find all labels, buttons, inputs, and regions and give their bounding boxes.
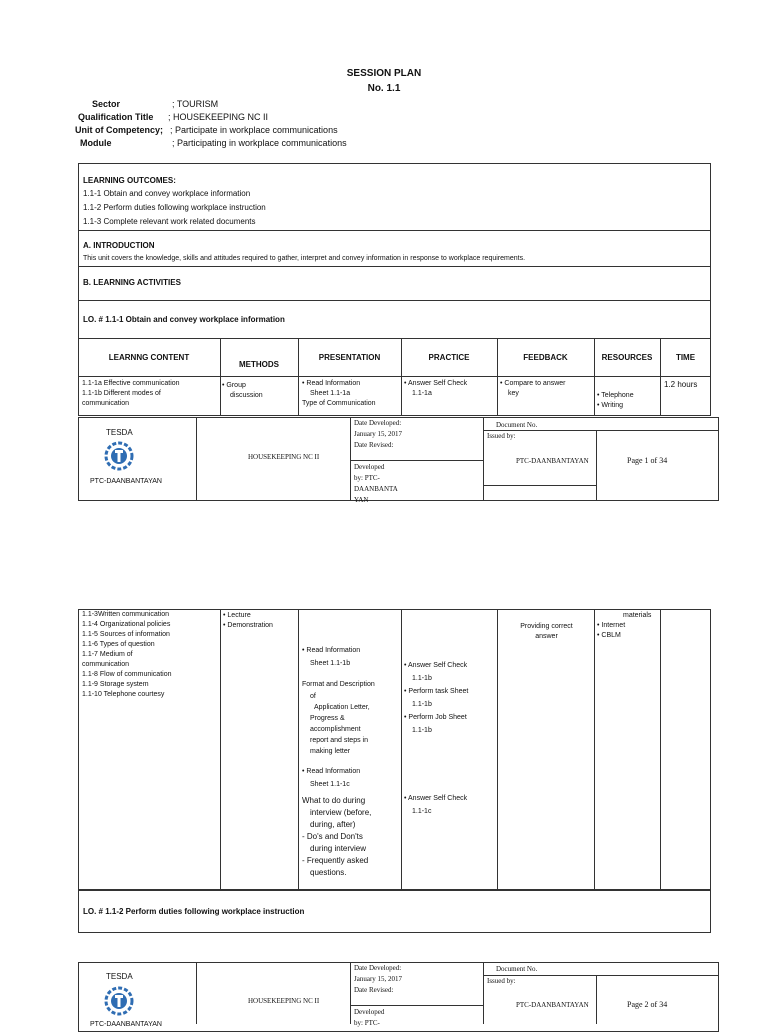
footer1-issuer: PTC-DAANBANTAYAN: [516, 457, 589, 465]
meta-uoc-value: ; Participate in workplace communications: [170, 125, 338, 135]
footer1-by-val3: YAN: [354, 496, 369, 504]
row2-presentation: • Read Information Sheet 1.1-1b Format and Description of Application Letter, Progress & accomplishment report and steps in making letter • Read Information Sheet 1.1-1c What to do during interview (before, during, after) - Do's and Don'ts during interview - Frequently asked questions.: [302, 647, 375, 877]
lo1-heading: LO. # 1.1-1 Obtain and convey workplace information: [83, 315, 285, 324]
footer2-page: Page 2 of 34: [627, 1000, 668, 1009]
row1-content: 1.1-1a Effective communication 1.1-1b Different modes of communication: [82, 380, 180, 407]
meta-module-value: ; Participating in workplace communications: [172, 138, 347, 148]
footer1-org: TESDA: [106, 428, 133, 437]
footer2-rev-label: Date Revised:: [354, 986, 394, 994]
row2-practice: • Answer Self Check 1.1-1b • Perform task Sheet 1.1-1b • Perform Job Sheet 1.1-1b • Answer Self Check 1.1-1c: [404, 662, 469, 815]
row1-practice: • Answer Self Check 1.1-1a: [404, 380, 468, 397]
intro-heading: A. INTRODUCTION: [83, 241, 155, 250]
meta-sector-value: ; TOURISM: [172, 99, 219, 109]
row1-methods: • Group discussion: [222, 382, 263, 399]
footer2-doc-no: Document No.: [496, 965, 538, 973]
document-title: SESSION PLAN: [346, 68, 422, 79]
meta-uoc-label: Unit of Competency;: [75, 125, 164, 135]
col-header-methods: METHODS: [239, 360, 279, 369]
row2-resources: materials • Internet • CBLM: [597, 612, 652, 639]
footer2-center: PTC-DAANBANTAYAN: [90, 1021, 162, 1028]
footer1-doc-no: Document No.: [496, 421, 538, 429]
activities-heading: B. LEARNING ACTIVITIES: [83, 278, 181, 287]
footer1-center: PTC-DAANBANTAYAN: [90, 478, 162, 485]
lo2-heading: LO. # 1.1-2 Perform duties following workplace instruction: [83, 907, 305, 916]
footer1-page: Page 1 of 34: [627, 456, 668, 465]
outcome-item: 1.1-2 Perform duties following workplace instruction: [83, 203, 266, 212]
col-header-content: LEARNNG CONTENT: [108, 353, 190, 362]
footer1-rev-label: Date Revised:: [354, 441, 394, 449]
meta-module-label: Module: [80, 138, 112, 148]
row1-resources: • Telephone • Writing: [597, 392, 634, 409]
footer1-dev-date: January 15, 2017: [354, 430, 403, 438]
row1-presentation: • Read Information Sheet 1.1-1a Type of Communication: [302, 380, 376, 407]
footer2-org: TESDA: [106, 972, 133, 981]
row1-feedback: • Compare to answer key: [500, 380, 566, 397]
col-header-time: TIME: [675, 353, 696, 362]
intro-text: This unit covers the knowledge, skills and attitudes required to gather, interpret and convey information in response to workplace requirements.: [83, 255, 526, 262]
footer2-qual: HOUSEKEEPING NC II: [248, 997, 320, 1005]
footer2-issuer: PTC-DAANBANTAYAN: [516, 1001, 589, 1009]
col-header-presentation: PRESENTATION: [318, 353, 381, 362]
col-header-practice: PRACTICE: [428, 353, 470, 362]
row1-time: 1.2 hours: [664, 380, 698, 389]
footer2-dev-date: January 15, 2017: [354, 975, 403, 983]
footer1-issued: Issued by:: [487, 432, 516, 440]
row2-feedback: Providing correct answer: [520, 623, 573, 640]
footer2-issued: Issued by:: [487, 977, 516, 985]
col-header-feedback: FEEDBACK: [523, 353, 568, 362]
tesda-logo-icon: [104, 441, 134, 471]
outcome-item: 1.1-1 Obtain and convey workplace information: [83, 189, 251, 198]
meta-qualification-value: ; HOUSEKEEPING NC II: [168, 112, 269, 122]
footer1-by-val2: DAANBANTA: [354, 485, 398, 493]
footer1-qual: HOUSEKEEPING NC II: [248, 453, 320, 461]
footer2-by-val: by: PTC-: [354, 1019, 380, 1027]
meta-sector-label: Sector: [92, 99, 121, 109]
footer2-dev-label: Date Developed:: [354, 964, 402, 972]
row2-methods: • Lecture • Demonstration: [223, 612, 273, 629]
outcomes-heading: LEARNING OUTCOMES:: [83, 176, 176, 185]
footer2-by-label: Developed: [354, 1008, 385, 1016]
document-number: No. 1.1: [367, 83, 401, 94]
footer1-dev-label: Date Developed:: [354, 419, 402, 427]
meta-qualification-label: Qualification Title: [78, 112, 154, 122]
tesda-logo-icon: [104, 986, 134, 1016]
footer1-by-label: Developed: [354, 463, 385, 471]
row2-content: 1.1-3Written communication 1.1-4 Organizational policies 1.1-5 Sources of information 1.1-6 Types of question 1.1-7 Medium of communication 1.1-8 Flow of communication 1.1-9 Storage system 1.1-10 Telephone courtesy: [82, 611, 172, 698]
outcome-item: 1.1-3 Complete relevant work related documents: [83, 217, 256, 226]
footer1-by-val: by: PTC-: [354, 474, 380, 482]
col-header-resources: RESOURCES: [601, 353, 653, 362]
